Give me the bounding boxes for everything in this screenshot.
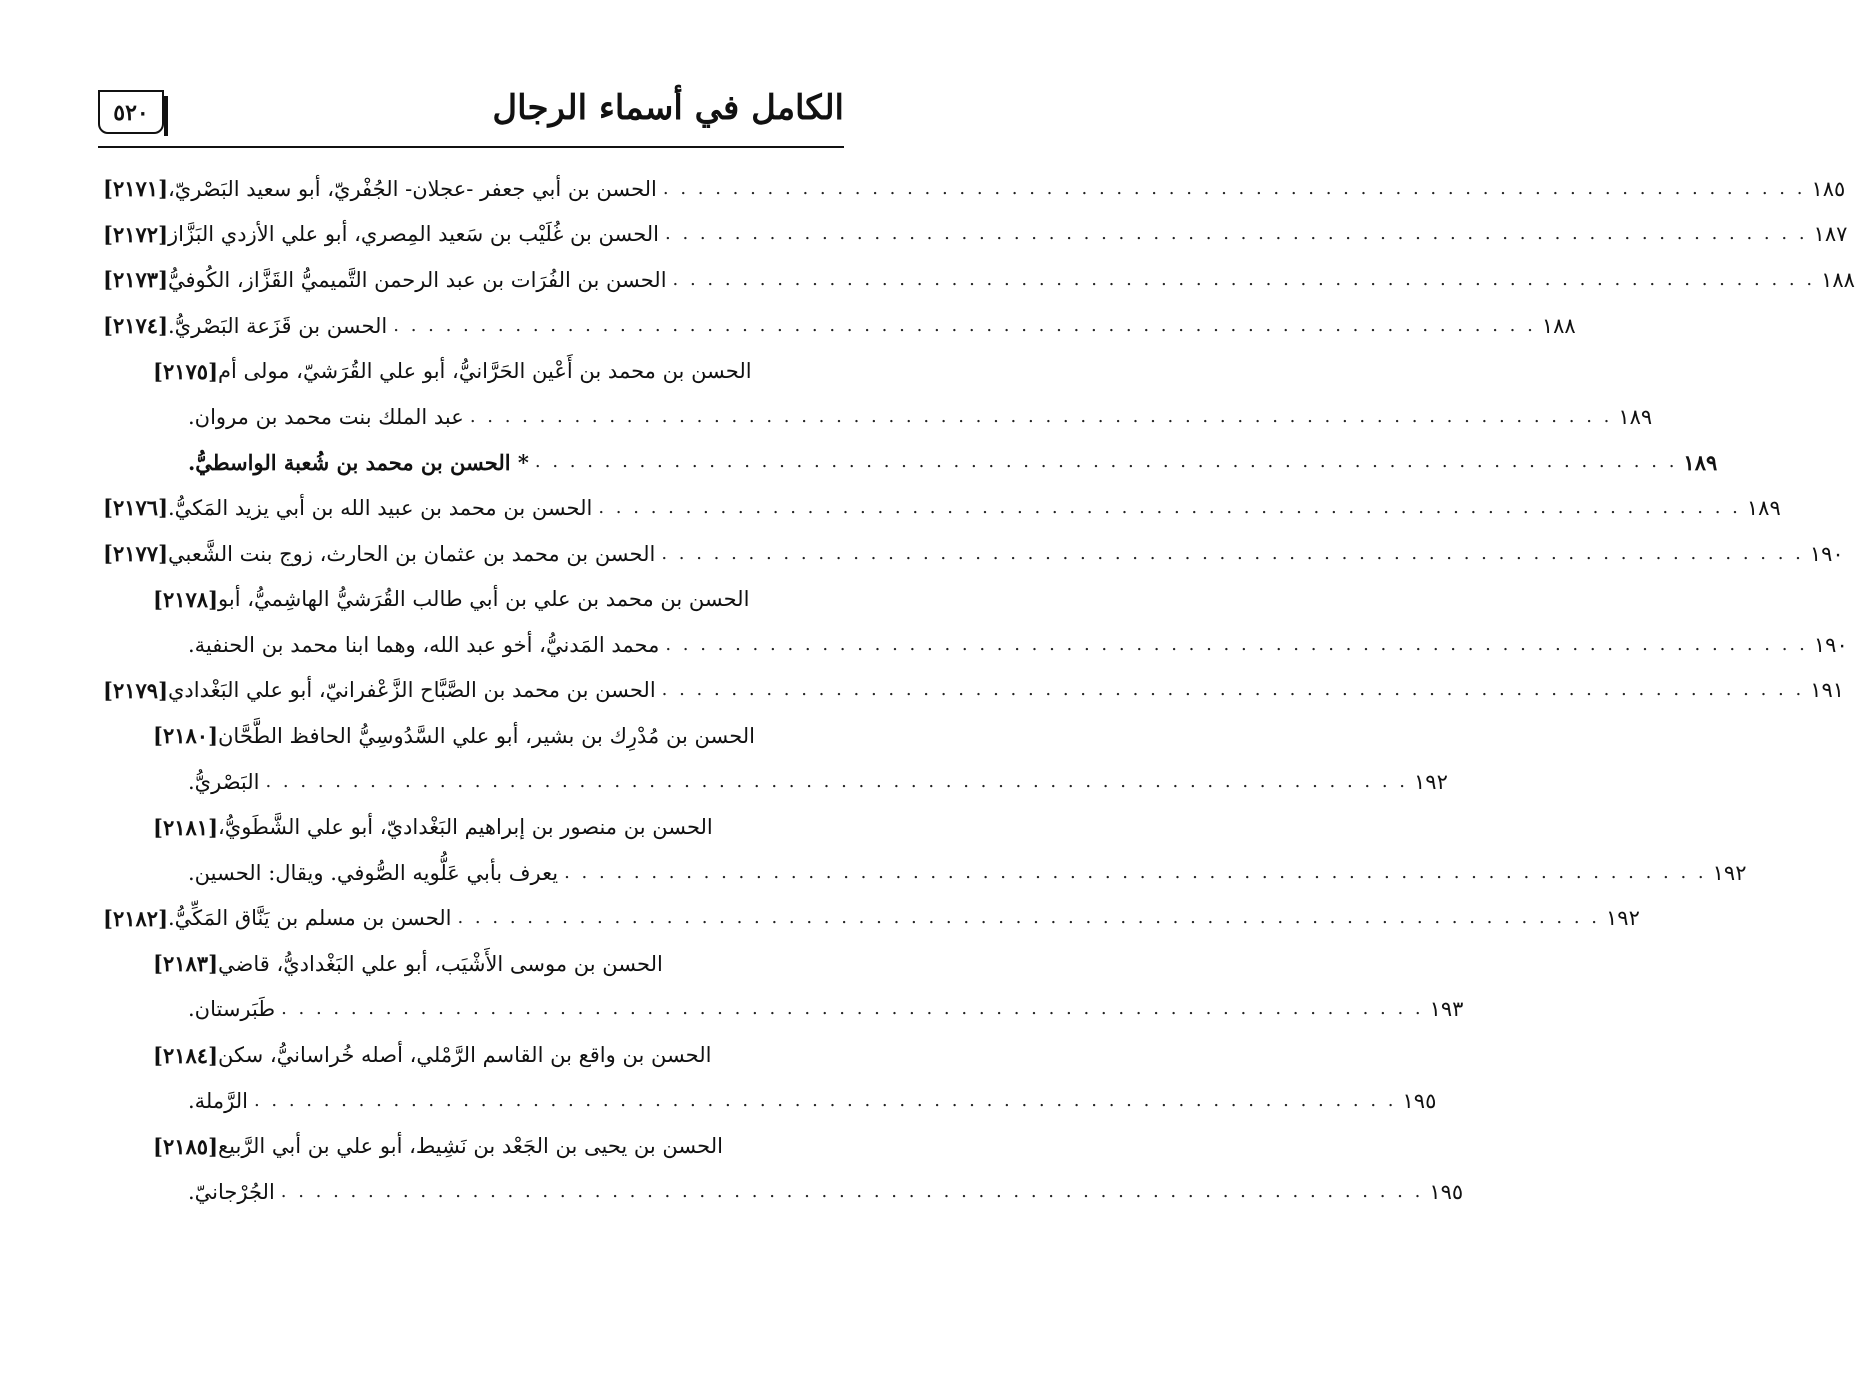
entry-text: الحسن بن محمد بن أَعْين الحَرَّانيُّ، أبو علي القُرَشيّ، مولى أم xyxy=(218,359,752,384)
entry-text: الحسن بن مُدْرِك بن بشير، أبو علي السَّدُوسِيُّ الحافظ الطَّحَّان xyxy=(218,723,755,748)
leader-dots: . . . . . . . . . . . . . . . . . . . . . . . . . . . . . . . . . . . . . . . . . . . . . . . . . . . . . . . . . . . . . . . . . . xyxy=(665,633,1808,655)
toc-entry-line xyxy=(98,257,1855,303)
entry-page-number: ١٩٥ xyxy=(1429,1179,1464,1204)
entry-page-number: ١٩٢ xyxy=(1712,860,1747,885)
leader-dots: . . . . . . . . . . . . . . . . . . . . . . . . . . . . . . . . . . . . . . . . . . . . . . . . . . . . . . . . . . . . . . . . . . xyxy=(534,451,1678,473)
toc-entry-line xyxy=(98,576,844,622)
toc-entry-line xyxy=(98,850,1747,896)
entry-text: الحسن بن مسلم بن يَنَّاق المَكِّيُّ. xyxy=(168,906,452,931)
toc-entry-line xyxy=(98,1123,844,1169)
toc-entry-line xyxy=(98,440,1718,486)
leader-dots: . . . . . . . . . . . . . . . . . . . . . . . . . . . . . . . . . . . . . . . . . . . . . . . . . . . . . . . . . . . . . . . . . . xyxy=(265,770,1409,792)
entry-text: الحسن بن واقع بن القاسم الرَّمْلي، أصله خُراسانيُّ، سكن xyxy=(218,1043,712,1068)
leader-dots: . . . . . . . . . . . . . . . . . . . . . . . . . . . . . . . . . . . . . . . . . . . . . . . . . . . . . . . . . . . . . . . . . . xyxy=(469,405,1613,427)
entry-number: [٢١٨٤] xyxy=(153,1042,218,1068)
entry-page-number: ١٨٩ xyxy=(1683,449,1718,475)
toc-entry-line xyxy=(98,668,1845,714)
entry-number: [٢١٧٢] xyxy=(103,221,168,247)
entry-text: * الحسن بن محمد بن شُعبة الواسطيُّ. xyxy=(188,449,529,475)
entry-page-number: ١٨٩ xyxy=(1746,495,1781,520)
entry-number: [٢١٧٩] xyxy=(103,677,168,703)
entry-page-number: ١٨٩ xyxy=(1618,404,1653,429)
toc-entry-line xyxy=(98,941,844,987)
page-header xyxy=(98,82,844,148)
entry-text: الحسن بن محمد بن علي بن أبي طالب القُرَشيُّ الهاشِميُّ، أبو xyxy=(218,587,750,612)
toc-entry-line xyxy=(98,1078,1437,1124)
toc-entry-line xyxy=(98,166,1846,212)
entry-text: الحسن بن موسى الأَشْيَب، أبو علي البَغْداديُّ، قاضي xyxy=(218,951,663,976)
entry-text: البَصْريُّ. xyxy=(188,769,260,794)
entry-number: [٢١٨٣] xyxy=(153,951,218,977)
entry-text: الحسن بن أبي جعفر -عجلان- الجُفْريّ، أبو سعيد البَصْريّ، xyxy=(168,176,657,201)
entry-number: [٢١٧٣] xyxy=(103,267,168,293)
entry-number: [٢١٧١] xyxy=(103,176,168,202)
leader-dots: . . . . . . . . . . . . . . . . . . . . . . . . . . . . . . . . . . . . . . . . . . . . . . . . . . . . . . . . . . . . . . . . . . xyxy=(662,177,1806,199)
entry-text: الحسن بن محمد بن عبيد الله بن أبي يزيد المَكيُّ. xyxy=(168,495,593,520)
entry-text: عبد الملك بنت محمد بن مروان. xyxy=(188,404,464,429)
entry-number: [٢١٧٥] xyxy=(153,358,218,384)
entry-number: [٢١٨٢] xyxy=(103,905,168,931)
entry-page-number: ١٨٥ xyxy=(1811,176,1846,201)
entry-text: يعرف بأبي عَلُّويه الصُّوفي. ويقال: الحسين. xyxy=(188,860,559,885)
entry-page-number: ١٨٨ xyxy=(1821,267,1855,292)
entry-text: الحسن بن يحيى بن الجَعْد بن نَشِيط، أبو علي بن أبي الرَّبيع xyxy=(218,1134,723,1159)
leader-dots: . . . . . . . . . . . . . . . . . . . . . . . . . . . . . . . . . . . . . . . . . . . . . . . . . . . . . . . . . . . . . . . . . . xyxy=(253,1089,1397,1111)
leader-dots: . . . . . . . . . . . . . . . . . . . . . . . . . . . . . . . . . . . . . . . . . . . . . . . . . . . . . . . . . . . . . . . . . . xyxy=(665,223,1808,245)
entry-page-number: ١٩١ xyxy=(1810,678,1845,703)
entry-text: الحسن بن محمد بن الصَّبَّاح الزَّعْفرانيّ، أبو علي البَغْدادي xyxy=(168,678,656,703)
toc-entry-line xyxy=(98,485,1781,531)
entry-number: [٢١٧٧] xyxy=(103,541,168,567)
entry-page-number: ١٨٧ xyxy=(1813,222,1848,247)
table-of-contents xyxy=(98,166,1855,1215)
entry-number: [٢١٨١] xyxy=(153,814,218,840)
entry-page-number: ١٩٠ xyxy=(1813,632,1848,657)
toc-entry-line xyxy=(98,713,844,759)
entry-number: [٢١٧٨] xyxy=(153,586,218,612)
toc-entry-line xyxy=(98,622,1848,668)
leader-dots: . . . . . . . . . . . . . . . . . . . . . . . . . . . . . . . . . . . . . . . . . . . . . . . . . . . . . . . . . . . . . . . . . . xyxy=(281,998,1424,1020)
entry-number: [٢١٨٠] xyxy=(153,723,218,749)
toc-entry-line xyxy=(98,1032,844,1078)
leader-dots: . . . . . . . . . . . . . . . . . . . . . . . . . . . . . . . . . . . . . . . . . . . . . . . . . . . . . . . . . . . . . . . . . . xyxy=(393,314,1536,336)
toc-entry-line xyxy=(98,759,1448,805)
toc-entry-line xyxy=(98,987,1464,1033)
toc-entry-line xyxy=(98,804,844,850)
entry-page-number: ١٩٥ xyxy=(1402,1088,1437,1113)
entry-page-number: ١٩٢ xyxy=(1606,906,1640,931)
entry-text: الحسن بن قَزَعة البَصْريُّ. xyxy=(168,313,388,338)
entry-page-number: ١٩٢ xyxy=(1414,769,1448,794)
toc-entry-line xyxy=(98,394,1653,440)
entry-page-number: ١٩٣ xyxy=(1429,997,1464,1022)
leader-dots: . . . . . . . . . . . . . . . . . . . . . . . . . . . . . . . . . . . . . . . . . . . . . . . . . . . . . . . . . . . . . . . . . . xyxy=(661,679,1805,701)
toc-entry-line xyxy=(98,348,844,394)
toc-entry-line xyxy=(98,212,1848,258)
leader-dots: . . . . . . . . . . . . . . . . . . . . . . . . . . . . . . . . . . . . . . . . . . . . . . . . . . . . . . . . . . . . . . . . . . xyxy=(280,1180,1424,1202)
leader-dots: . . . . . . . . . . . . . . . . . . . . . . . . . . . . . . . . . . . . . . . . . . . . . . . . . . . . . . . . . . . . . . . . . . xyxy=(457,907,1601,929)
entry-text: الحسن بن الفُرَات بن عبد الرحمن التَّميميُّ القَزَّاز، الكُوفيُّ xyxy=(168,267,667,292)
leader-dots: . . . . . . . . . . . . . . . . . . . . . . . . . . . . . . . . . . . . . . . . . . . . . . . . . . . . . . . . . . . . . . . . . . xyxy=(672,268,1816,290)
entry-number: [٢١٨٥] xyxy=(153,1133,218,1159)
entry-number: [٢١٧٦] xyxy=(103,495,168,521)
leader-dots: . . . . . . . . . . . . . . . . . . . . . . . . . . . . . . . . . . . . . . . . . . . . . . . . . . . . . . . . . . . . . . . . . . xyxy=(661,542,1804,564)
toc-entry-line xyxy=(98,531,1844,577)
leader-dots: . . . . . . . . . . . . . . . . . . . . . . . . . . . . . . . . . . . . . . . . . . . . . . . . . . . . . . . . . . . . . . . . . . xyxy=(564,861,1707,883)
entry-text: الرَّملة. xyxy=(188,1088,248,1113)
entry-page-number: ١٩٠ xyxy=(1809,541,1844,566)
toc-entry-line xyxy=(98,1169,1464,1215)
entry-text: الحسن بن منصور بن إبراهيم البَغْداديّ، أبو علي الشَّطَويُّ، xyxy=(218,815,713,840)
entry-page-number: ١٨٨ xyxy=(1541,313,1576,338)
running-title: الكامل في أسماء الرجال xyxy=(492,88,844,128)
leader-dots: . . . . . . . . . . . . . . . . . . . . . . . . . . . . . . . . . . . . . . . . . . . . . . . . . . . . . . . . . . . . . . . . . . xyxy=(598,496,1741,518)
entry-text: الحسن بن غُلَيْب بن سَعيد المِصري، أبو علي الأزدي البَزَّاز xyxy=(168,222,659,247)
entry-text: محمد المَدنيُّ، أخو عبد الله، وهما ابنا محمد بن الحنفية. xyxy=(188,632,660,657)
entry-text: الحسن بن محمد بن عثمان بن الحارث، زوج بنت الشَّعبي xyxy=(168,541,656,566)
entry-text: طَبَرستان. xyxy=(188,997,276,1022)
page-number-box: ٥٢٠ xyxy=(98,90,164,134)
toc-entry-line xyxy=(98,303,1576,349)
entry-text: الجُرْجانيّ. xyxy=(188,1179,275,1204)
toc-entry-line xyxy=(98,896,1640,942)
entry-number: [٢١٧٤] xyxy=(103,313,168,339)
